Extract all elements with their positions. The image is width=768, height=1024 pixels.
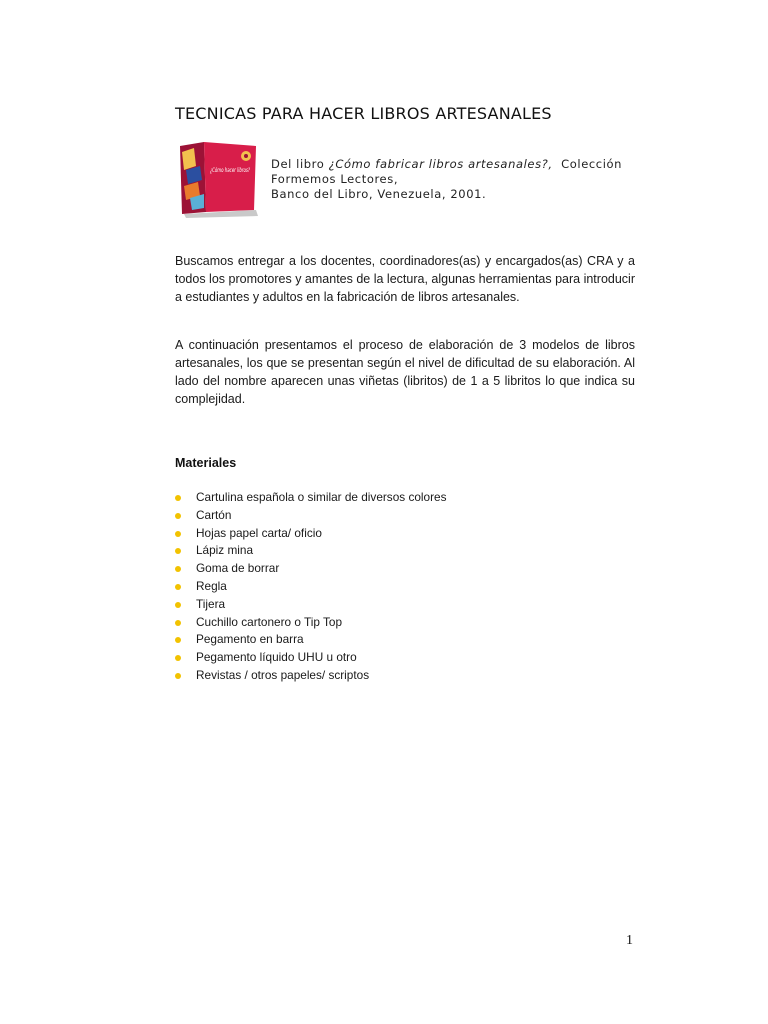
material-item-label: Pegamento líquido UHU u otro: [196, 650, 357, 665]
material-item: [175, 614, 446, 632]
book-citation: [271, 157, 622, 202]
material-item: [175, 631, 446, 649]
citation-book-title: ¿Cómo fabricar libros artesanales?,: [328, 157, 553, 171]
material-item: [175, 578, 446, 596]
bullet-icon: [175, 637, 181, 643]
citation-prefix: Del libro: [271, 157, 329, 171]
citation-line-1: [271, 157, 622, 172]
citation-collection: Colección: [552, 157, 623, 171]
materials-list: [175, 489, 446, 685]
material-item-label: Revistas / otros papeles/ scriptos: [196, 667, 370, 682]
book-cover-image: [178, 140, 260, 218]
citation-line-3: Banco del Libro, Venezuela, 2001.: [271, 187, 487, 201]
bullet-icon: [175, 566, 181, 572]
process-paragraph: A continuación presentamos el proceso de elaboración de 3 modelos de libros artesanales, los que se presentan según el nivel de dificultad de su elaboración. Al lado del nombre aparecen unas viñetas (libritos) de 1 a 5 libritos lo que indica su complejidad.: [175, 338, 635, 406]
materials-heading: Materiales: [175, 456, 237, 470]
intro-paragraph: Buscamos entregar a los docentes, coordinadores(as) y encargados(as) CRA y a todos los promotores y amantes de la lectura, algunas herramientas para introducir a estudiantes y adultos en la fabricación de libros artesanales.: [175, 254, 635, 304]
material-item-label: Goma de borrar: [196, 561, 280, 576]
bullet-icon: [175, 584, 181, 590]
material-item: [175, 667, 446, 685]
material-item: [175, 542, 446, 560]
material-item: [175, 507, 446, 525]
material-item-label: Lápiz mina: [196, 543, 254, 558]
material-item: [175, 489, 446, 507]
material-item: [175, 649, 446, 667]
material-item-label: Tijera: [196, 596, 226, 611]
material-item-label: Cuchillo cartonero o Tip Top: [196, 614, 343, 629]
bullet-icon: [175, 673, 181, 679]
material-item: [175, 560, 446, 578]
bullet-icon: [175, 620, 181, 626]
material-item-label: Pegamento en barra: [196, 632, 304, 647]
material-item-label: Cartulina española o similar de diversos colores: [196, 490, 447, 504]
cover-text: ¿Cómo hacer libros?: [210, 167, 251, 174]
bullet-icon: [175, 513, 181, 519]
material-item: [175, 525, 446, 543]
bullet-icon: [175, 655, 181, 661]
citation-line-2: Formemos Lectores,: [271, 172, 399, 186]
page-number: 1: [626, 933, 633, 948]
material-item-label: Cartón: [196, 507, 232, 522]
page-title: TECNICAS PARA HACER LIBROS ARTESANALES: [175, 104, 552, 123]
bullet-icon: [175, 531, 181, 537]
bullet-icon: [175, 495, 181, 501]
material-item: [175, 596, 446, 614]
bullet-icon: [175, 548, 181, 554]
material-item-label: Hojas papel carta/ oficio: [196, 525, 322, 540]
bullet-icon: [175, 602, 181, 608]
material-item-label: Regla: [196, 578, 227, 593]
